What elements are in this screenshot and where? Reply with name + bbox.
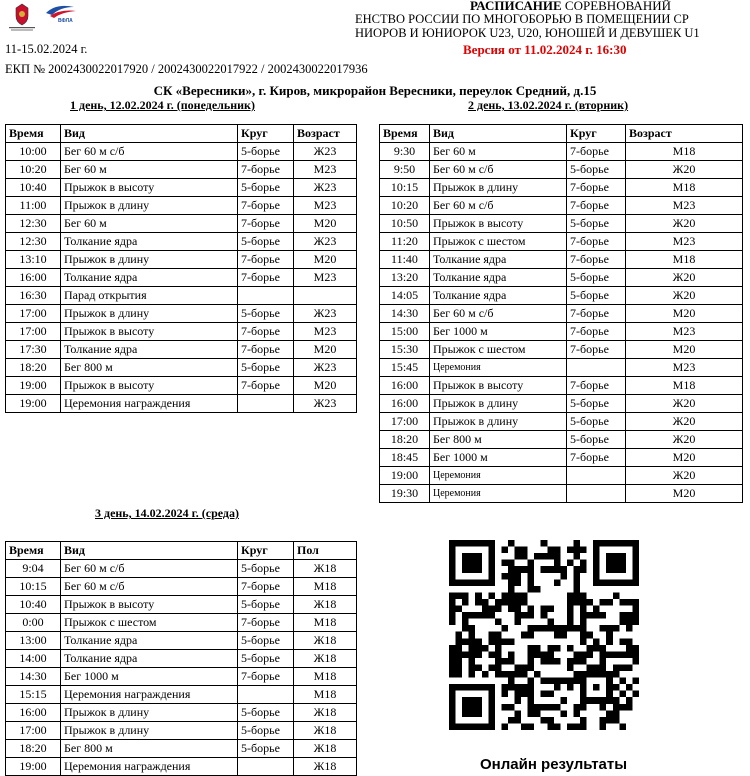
time-cell: 16:00 (6, 704, 61, 722)
age-cell: Ж18 (294, 740, 357, 758)
day2-schedule-table (379, 124, 743, 503)
age-cell: М23 (294, 161, 357, 179)
time-cell: 11:00 (6, 197, 61, 215)
round-cell: 5-борье (238, 143, 294, 161)
day2-title: 2 день, 13.02.2024 г. (вторник) (468, 98, 629, 112)
event-cell: Прыжок в высоту (430, 377, 567, 395)
round-cell (567, 467, 626, 485)
time-cell: 10:00 (6, 143, 61, 161)
round-cell: 5-борье (238, 179, 294, 197)
age-cell: М20 (294, 251, 357, 269)
event-cell: Бег 1000 м (61, 668, 238, 686)
championship-line-1: ЕНСТВО РОССИИ ПО МНОГОБОРЬЮ В ПОМЕЩЕНИИ СР (355, 12, 689, 26)
event-cell: Прыжок с шестом (61, 614, 238, 632)
table-row (6, 251, 357, 269)
time-cell: 14:00 (6, 650, 61, 668)
round-cell: 5-борье (238, 650, 294, 668)
round-cell: 5-борье (567, 287, 626, 305)
time-cell: 10:20 (380, 197, 430, 215)
version-label: Версия от 11.02.2024 г. 16:30 (463, 42, 627, 57)
age-cell: М20 (626, 449, 743, 467)
table-row (380, 395, 743, 413)
dates: 11-15.02.2024 г. (5, 42, 88, 56)
championship-line-2: НИОРОВ И ЮНИОРОК U23, U20, ЮНОШЕЙ И ДЕВУШЕК U1 (355, 26, 700, 40)
age-cell: Ж23 (294, 143, 357, 161)
round-cell: 5-борье (238, 740, 294, 758)
table-row (6, 233, 357, 251)
event-cell: Прыжок в высоту (61, 377, 238, 395)
age-cell: М18 (626, 251, 743, 269)
age-cell: Ж20 (626, 395, 743, 413)
page-title: РАСПИСАНИЕ СОРЕВНОВАНИЙ (470, 0, 671, 13)
event-cell: Прыжок в длину (61, 251, 238, 269)
table-row (6, 323, 357, 341)
col-header-age: Возраст (626, 125, 743, 143)
round-cell: 5-борье (238, 596, 294, 614)
table-row (6, 215, 357, 233)
event-cell: Бег 60 м с/б (61, 560, 238, 578)
table-row (6, 740, 357, 758)
time-cell: 17:00 (6, 722, 61, 740)
vfla-logo (44, 3, 78, 23)
table-row (380, 143, 743, 161)
table-row (6, 197, 357, 215)
time-cell: 13:10 (6, 251, 61, 269)
event-cell: Прыжок в высоту (61, 596, 238, 614)
time-cell: 12:30 (6, 233, 61, 251)
age-cell: Ж18 (294, 596, 357, 614)
time-cell: 10:40 (6, 179, 61, 197)
round-cell: 7-борье (238, 578, 294, 596)
table-row (6, 686, 357, 704)
age-cell: М23 (294, 323, 357, 341)
time-cell: 11:40 (380, 251, 430, 269)
age-cell: М20 (626, 305, 743, 323)
event-cell: Прыжок в длину (61, 704, 238, 722)
event-cell: Прыжок в длину (430, 179, 567, 197)
round-cell (238, 287, 294, 305)
age-cell: М18 (626, 143, 743, 161)
time-cell: 11:20 (380, 233, 430, 251)
age-cell (294, 287, 357, 305)
event-cell: Прыжок в длину (61, 197, 238, 215)
table-row (6, 143, 357, 161)
table-row (380, 179, 743, 197)
table-row (380, 269, 743, 287)
time-cell: 18:20 (6, 359, 61, 377)
round-cell: 7-борье (238, 161, 294, 179)
event-cell: Бег 60 м с/б (430, 161, 567, 179)
table-row (6, 395, 357, 413)
time-cell: 17:00 (380, 413, 430, 431)
time-cell: 14:30 (380, 305, 430, 323)
event-cell: Парад открытия (61, 287, 238, 305)
ministry-emblem-logo (6, 2, 38, 32)
table-row (6, 596, 357, 614)
time-cell: 19:00 (6, 758, 61, 776)
round-cell: 7-борье (567, 179, 626, 197)
event-cell: Церемония (430, 359, 567, 377)
round-cell: 7-борье (567, 323, 626, 341)
day1-schedule-table (5, 124, 357, 413)
event-cell: Прыжок в длину (430, 395, 567, 413)
event-cell: Бег 60 м с/б (61, 578, 238, 596)
time-cell: 0:00 (6, 614, 61, 632)
event-cell: Бег 60 м с/б (430, 305, 567, 323)
col-header-time: Время (380, 125, 430, 143)
event-cell: Бег 800 м (61, 740, 238, 758)
round-cell: 5-борье (238, 233, 294, 251)
round-cell: 5-борье (567, 413, 626, 431)
event-cell: Бег 60 м с/б (61, 143, 238, 161)
table-row (380, 413, 743, 431)
time-cell: 17:30 (6, 341, 61, 359)
time-cell: 10:50 (380, 215, 430, 233)
age-cell: Ж23 (294, 395, 357, 413)
table-row (380, 323, 743, 341)
age-cell: Ж23 (294, 233, 357, 251)
event-cell: Толкание ядра (430, 251, 567, 269)
age-cell: Ж18 (294, 722, 357, 740)
age-cell: М23 (294, 269, 357, 287)
table-row (6, 758, 357, 776)
time-cell: 17:00 (6, 323, 61, 341)
age-cell: Ж20 (626, 431, 743, 449)
time-cell: 13:20 (380, 269, 430, 287)
event-cell: Толкание ядра (61, 650, 238, 668)
event-cell: Церемония награждения (61, 758, 238, 776)
table-row (380, 287, 743, 305)
time-cell: 15:00 (380, 323, 430, 341)
round-cell: 7-борье (238, 341, 294, 359)
round-cell: 5-борье (238, 704, 294, 722)
round-cell: 7-борье (238, 323, 294, 341)
time-cell: 16:00 (380, 377, 430, 395)
table-row (6, 179, 357, 197)
round-cell (238, 686, 294, 704)
table-row (6, 269, 357, 287)
col-header-gender: Пол (294, 542, 357, 560)
time-cell: 19:00 (380, 467, 430, 485)
time-cell: 17:00 (6, 305, 61, 323)
time-cell: 18:20 (380, 431, 430, 449)
table-row (380, 233, 743, 251)
table-row (6, 704, 357, 722)
age-cell: Ж18 (294, 758, 357, 776)
table-row (6, 287, 357, 305)
time-cell: 13:00 (6, 632, 61, 650)
age-cell: М23 (626, 197, 743, 215)
round-cell: 7-борье (567, 197, 626, 215)
day3-title: 3 день, 14.02.2024 г. (среда) (95, 506, 239, 520)
table-row (380, 359, 743, 377)
venue-address: СК «Вересники», г. Киров, микрорайон Вересники, переулок Средний, д.15 (153, 83, 597, 98)
table-row (380, 449, 743, 467)
time-cell: 16:00 (380, 395, 430, 413)
round-cell: 7-борье (238, 197, 294, 215)
round-cell: 7-борье (238, 269, 294, 287)
event-cell: Церемония (430, 467, 567, 485)
table-row (6, 359, 357, 377)
event-cell: Толкание ядра (430, 269, 567, 287)
time-cell: 15:30 (380, 341, 430, 359)
age-cell: Ж18 (294, 560, 357, 578)
event-cell: Прыжок с шестом (430, 233, 567, 251)
time-cell: 10:20 (6, 161, 61, 179)
event-cell: Толкание ядра (430, 287, 567, 305)
table-row (380, 251, 743, 269)
age-cell: М20 (294, 377, 357, 395)
table-row (380, 197, 743, 215)
event-cell: Бег 1000 м (430, 449, 567, 467)
event-cell: Прыжок в высоту (61, 323, 238, 341)
round-cell: 5-борье (567, 215, 626, 233)
time-cell: 15:15 (6, 686, 61, 704)
col-header-age: Возраст (294, 125, 357, 143)
table-row (6, 614, 357, 632)
day1-title: 1 день, 12.02.2024 г. (понедельник) (70, 98, 255, 112)
table-header-row (6, 542, 357, 560)
event-cell: Прыжок в длину (61, 722, 238, 740)
col-header-event: Вид (61, 125, 238, 143)
table-row (380, 485, 743, 503)
round-cell: 7-борье (567, 233, 626, 251)
table-row (380, 341, 743, 359)
table-header-row (6, 125, 357, 143)
round-cell: 7-борье (567, 305, 626, 323)
age-cell: Ж18 (294, 632, 357, 650)
event-cell: Толкание ядра (61, 632, 238, 650)
round-cell: 7-борье (238, 614, 294, 632)
round-cell (238, 395, 294, 413)
time-cell: 12:30 (6, 215, 61, 233)
day3-schedule-table (5, 541, 357, 776)
age-cell: М20 (626, 485, 743, 503)
event-cell: Церемония (430, 485, 567, 503)
time-cell: 9:30 (380, 143, 430, 161)
col-header-time: Время (6, 125, 61, 143)
age-cell: Ж23 (294, 179, 357, 197)
age-cell: М20 (626, 341, 743, 359)
time-cell: 16:00 (6, 269, 61, 287)
col-header-event: Вид (430, 125, 567, 143)
round-cell: 7-борье (238, 377, 294, 395)
col-header-round: Круг (238, 542, 294, 560)
col-header-event: Вид (61, 542, 238, 560)
age-cell: Ж20 (626, 215, 743, 233)
age-cell: М18 (626, 377, 743, 395)
round-cell: 7-борье (567, 143, 626, 161)
age-cell: М20 (294, 215, 357, 233)
time-cell: 18:20 (6, 740, 61, 758)
event-cell: Церемония награждения (61, 395, 238, 413)
time-cell: 19:00 (6, 377, 61, 395)
age-cell: М23 (626, 323, 743, 341)
round-cell: 7-борье (567, 449, 626, 467)
table-row (6, 578, 357, 596)
round-cell (238, 758, 294, 776)
event-cell: Бег 60 м (61, 161, 238, 179)
table-row (6, 632, 357, 650)
table-row (380, 161, 743, 179)
age-cell: М18 (294, 686, 357, 704)
time-cell: 14:30 (6, 668, 61, 686)
event-cell: Церемония награждения (61, 686, 238, 704)
age-cell: М18 (294, 614, 357, 632)
event-cell: Бег 800 м (430, 431, 567, 449)
time-cell: 19:30 (380, 485, 430, 503)
event-cell: Бег 60 м (61, 215, 238, 233)
age-cell: М23 (294, 197, 357, 215)
time-cell: 9:04 (6, 560, 61, 578)
time-cell: 10:40 (6, 596, 61, 614)
round-cell: 7-борье (238, 215, 294, 233)
round-cell: 5-борье (567, 161, 626, 179)
time-cell: 9:50 (380, 161, 430, 179)
event-cell: Прыжок в длину (430, 413, 567, 431)
table-row (380, 305, 743, 323)
age-cell: Ж18 (294, 650, 357, 668)
round-cell: 5-борье (238, 560, 294, 578)
event-cell: Толкание ядра (61, 269, 238, 287)
table-row (380, 431, 743, 449)
round-cell: 5-борье (567, 431, 626, 449)
col-header-round: Круг (238, 125, 294, 143)
event-cell: Бег 60 м с/б (430, 197, 567, 215)
age-cell: Ж20 (626, 287, 743, 305)
event-cell: Бег 800 м (61, 359, 238, 377)
round-cell: 5-борье (238, 359, 294, 377)
event-cell: Толкание ядра (61, 341, 238, 359)
table-row (6, 668, 357, 686)
age-cell: Ж20 (626, 413, 743, 431)
time-cell: 10:15 (380, 179, 430, 197)
round-cell: 5-борье (238, 722, 294, 740)
age-cell: Ж20 (626, 161, 743, 179)
table-row (380, 377, 743, 395)
table-row (6, 650, 357, 668)
round-cell (567, 485, 626, 503)
col-header-time: Время (6, 542, 61, 560)
event-cell: Бег 1000 м (430, 323, 567, 341)
round-cell: 7-борье (567, 377, 626, 395)
round-cell: 5-борье (567, 395, 626, 413)
round-cell: 7-борье (567, 341, 626, 359)
ekp-numbers: ЕКП № 2002430022017920 / 2002430022017922 / 2002430022017936 (5, 62, 368, 76)
round-cell: 7-борье (238, 668, 294, 686)
age-cell: Ж18 (294, 704, 357, 722)
time-cell: 15:45 (380, 359, 430, 377)
age-cell: М23 (626, 359, 743, 377)
col-header-round: Круг (567, 125, 626, 143)
time-cell: 18:45 (380, 449, 430, 467)
age-cell: М18 (294, 578, 357, 596)
table-header-row (380, 125, 743, 143)
time-cell: 14:05 (380, 287, 430, 305)
event-cell: Прыжок в длину (61, 305, 238, 323)
event-cell: Прыжок с шестом (430, 341, 567, 359)
table-row (6, 161, 357, 179)
round-cell: 5-борье (567, 269, 626, 287)
qr-code-icon[interactable] (449, 540, 639, 730)
round-cell: 5-борье (238, 305, 294, 323)
age-cell: М23 (626, 233, 743, 251)
table-row (6, 341, 357, 359)
table-row (6, 722, 357, 740)
event-cell: Прыжок в высоту (61, 179, 238, 197)
time-cell: 10:15 (6, 578, 61, 596)
age-cell: Ж20 (626, 467, 743, 485)
age-cell: М18 (626, 179, 743, 197)
round-cell: 5-борье (238, 632, 294, 650)
table-row (6, 305, 357, 323)
time-cell: 16:30 (6, 287, 61, 305)
age-cell: М18 (294, 668, 357, 686)
age-cell: М20 (294, 341, 357, 359)
svg-text:ВФЛА: ВФЛА (58, 18, 73, 23)
table-row (6, 560, 357, 578)
round-cell: 7-борье (238, 251, 294, 269)
round-cell (567, 359, 626, 377)
age-cell: Ж23 (294, 305, 357, 323)
time-cell: 19:00 (6, 395, 61, 413)
table-row (6, 377, 357, 395)
event-cell: Прыжок в высоту (430, 215, 567, 233)
table-row (380, 215, 743, 233)
age-cell: Ж20 (626, 269, 743, 287)
event-cell: Толкание ядра (61, 233, 238, 251)
age-cell: Ж23 (294, 359, 357, 377)
round-cell: 7-борье (567, 251, 626, 269)
online-results-caption: Онлайн результаты (480, 756, 628, 773)
event-cell: Бег 60 м (430, 143, 567, 161)
table-row (380, 467, 743, 485)
